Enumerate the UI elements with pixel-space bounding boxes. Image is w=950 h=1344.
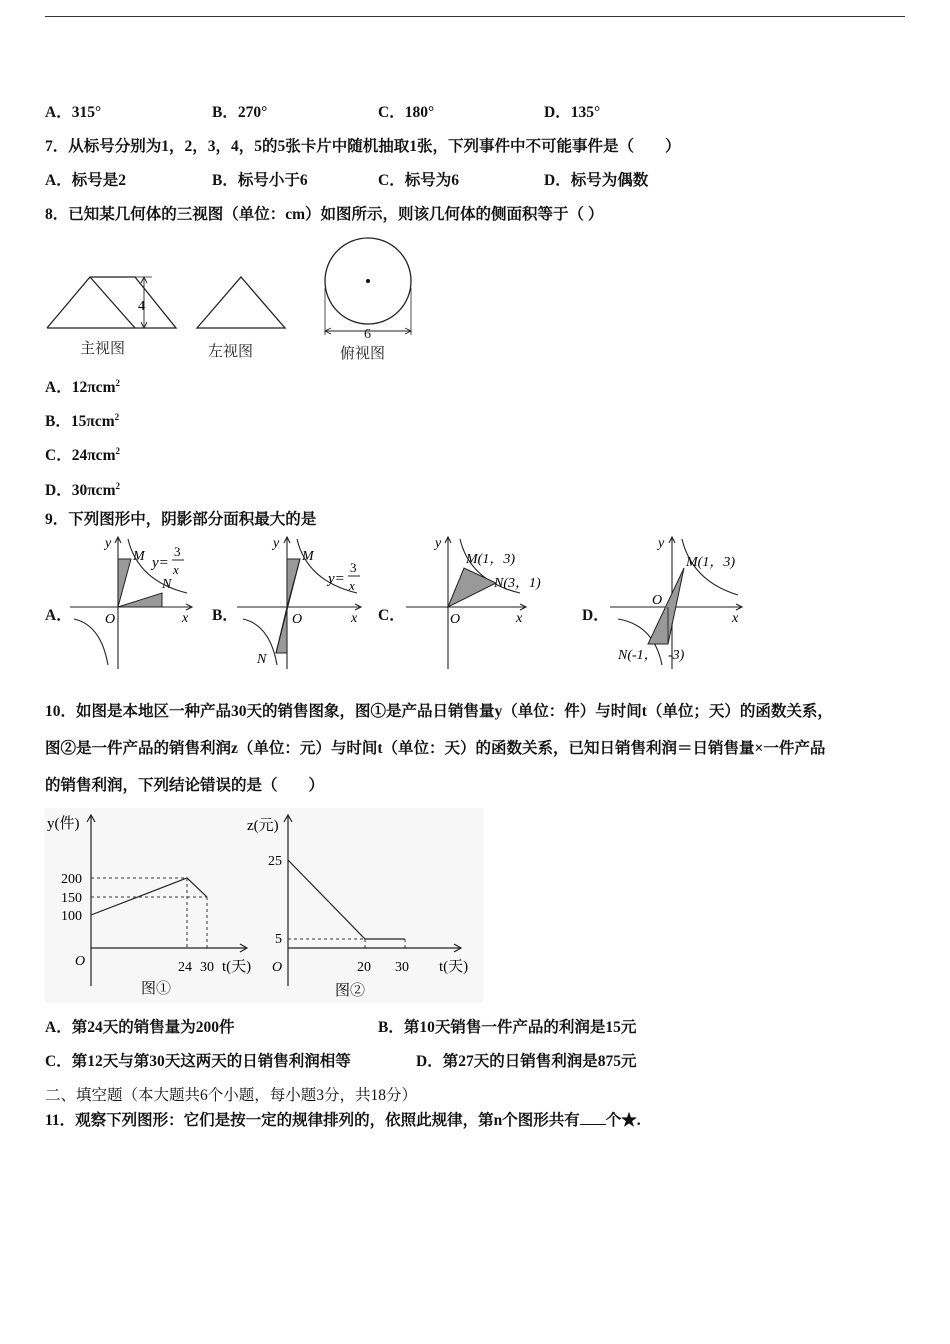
y-axis-label: y <box>658 536 665 551</box>
function-denominator: x <box>349 578 355 593</box>
q8-option-b-text: B．15πcm <box>45 413 115 431</box>
x-axis-label: x <box>732 611 739 626</box>
function-lhs: y= <box>152 555 169 571</box>
q9-stem: 9．下列图形中，阴影部分面积最大的是 <box>45 511 317 528</box>
q10-option-b: B．第10天销售一件产品的利润是15元 <box>378 1019 637 1036</box>
point-m-label: M <box>302 549 314 564</box>
q6-option-b: B．270° <box>212 104 268 121</box>
function-lhs: y= <box>328 571 345 587</box>
q11-stem-a: 11．观察下列图形：它们是按一定的规律排列的，依照此规律，第n个图形共有 <box>45 1112 580 1129</box>
graph1-origin: O <box>75 954 86 969</box>
q8-option-d-text: D．30πcm <box>45 482 116 500</box>
origin-label: O <box>450 612 461 627</box>
q10-option-c: C．第12天与第30天这两天的日销售利润相等 <box>45 1053 351 1070</box>
hyperbola-q3 <box>74 619 108 665</box>
graph1-y-label: y(件) <box>47 816 80 832</box>
section2-title: 二、填空题（本大题共6个小题，每小题3分，共18分） <box>45 1087 418 1104</box>
function-numerator: 3 <box>350 560 357 575</box>
q9-graph-d <box>606 533 756 673</box>
q8-option-a <box>45 373 120 398</box>
left-view-shape <box>197 277 285 328</box>
shaded-triangle-2 <box>118 593 162 607</box>
q7-option-c: C．标号为6 <box>378 172 459 189</box>
graph2-caption: 图② <box>335 983 366 999</box>
q8-option-c-text: C．24πcm <box>45 447 116 465</box>
q11-stem-b: 个★. <box>605 1112 641 1129</box>
point-m-label: M <box>133 549 145 564</box>
q9-graph-b <box>235 533 365 673</box>
q10-option-a: A．第24天的销售量为200件 <box>45 1019 235 1036</box>
header-rule <box>45 16 905 17</box>
top-view-label: 俯视图 <box>340 344 386 362</box>
y-axis-label: y <box>273 536 280 551</box>
graph1-xtick-30: 30 <box>200 960 214 975</box>
q11-answer-blank <box>580 1110 606 1125</box>
point-m-label: M(1，3) <box>466 552 515 567</box>
q10-option-d: D．第27天的日销售利润是875元 <box>416 1053 637 1070</box>
point-n-label-tail: -3) <box>668 648 685 663</box>
q8-option-c-sup: 2 <box>115 446 120 456</box>
shaded-triangle <box>448 568 496 607</box>
origin-label: O <box>105 612 116 627</box>
y-axis-label: y <box>105 536 112 551</box>
x-axis-label: x <box>516 611 523 626</box>
q9-option-c-letter: C． <box>378 607 405 624</box>
q9-option-a-letter: A． <box>45 607 72 624</box>
point-m-label: M(1，3) <box>686 555 735 570</box>
q8-stem: 8．已知某几何体的三视图（单位：cm）如图所示，则该几何体的侧面积等于（ ） <box>45 206 604 223</box>
origin-label: O <box>292 612 303 627</box>
q9-graph-c <box>402 533 552 673</box>
x-axis-label: x <box>182 611 189 626</box>
q10-graph-2 <box>247 808 483 1003</box>
graph1-ytick-200: 200 <box>61 872 82 887</box>
graph1-xtick-24: 24 <box>178 960 192 975</box>
q10-stem-line3: 的销售利润，下列结论错误的是（ ） <box>45 777 325 794</box>
graph1-ytick-100: 100 <box>61 909 82 924</box>
origin-label: O <box>652 593 663 608</box>
q7-option-d: D．标号为偶数 <box>544 172 649 189</box>
graph2-y-label: z(元) <box>247 818 279 834</box>
graph2-x-label: t(天) <box>439 959 469 975</box>
point-n-label: N <box>162 577 172 592</box>
left-view-label: 左视图 <box>208 342 254 360</box>
q9-option-d-letter: D． <box>582 607 609 624</box>
q10-graph-1 <box>45 808 265 1003</box>
q10-stem-line2: 图②是一件产品的销售利润z（单位：元）与时间t（单位：天）的函数关系，已知日销售利润＝日销售量×一件产品 <box>45 740 826 757</box>
front-view-edge <box>90 277 135 328</box>
graph1-ytick-150: 150 <box>61 891 82 906</box>
graph2-ytick-25: 25 <box>268 854 282 869</box>
q8-option-a-sup: 2 <box>115 378 120 388</box>
width-label: 6 <box>364 327 371 342</box>
function-denominator: x <box>173 562 179 577</box>
front-view-shape <box>47 277 176 328</box>
q7-stem: 7．从标号分别为1，2，3，4，5的5张卡片中随机抽取1张，下列事件中不可能事件是（ ） <box>45 138 681 155</box>
q6-option-a: A．315° <box>45 104 102 121</box>
graph2-xtick-20: 20 <box>357 960 371 975</box>
q8-option-c <box>45 441 120 466</box>
graph2-origin: O <box>272 960 283 975</box>
front-view-label: 主视图 <box>80 339 126 357</box>
q10-stem-line1: 10．如图是本地区一种产品30天的销售图象，图①是产品日销售量y（单位：件）与时间t（单位；天）的函数关系， <box>45 703 833 720</box>
q9-option-b-letter: B． <box>212 607 238 624</box>
q8-option-a-text: A．12πcm <box>45 379 116 397</box>
shaded-triangle-1 <box>118 559 131 607</box>
q8-option-d-sup: 2 <box>115 481 120 491</box>
graph1-caption: 图① <box>141 981 172 997</box>
q11-stem <box>45 1110 641 1131</box>
q7-option-b: B．标号小于6 <box>212 172 308 189</box>
center-dot <box>366 279 370 283</box>
graph1-x-label: t(天) <box>222 959 252 975</box>
q9-graph-a <box>68 533 196 673</box>
point-n-label: N(3，1) <box>494 576 541 591</box>
q6-option-c: C．180° <box>378 104 435 121</box>
point-n-label: N(-1， <box>618 648 658 663</box>
q8-option-b-sup: 2 <box>114 412 120 422</box>
y-axis-label: y <box>435 536 442 551</box>
q7-option-a: A．标号是2 <box>45 172 126 189</box>
q8-option-b <box>45 407 119 432</box>
x-axis-label: x <box>351 611 358 626</box>
graph2-xtick-30: 30 <box>395 960 409 975</box>
point-n-label: N <box>257 652 267 667</box>
q6-option-d: D．135° <box>544 104 601 121</box>
q8-option-d <box>45 476 120 501</box>
function-numerator: 3 <box>174 544 181 559</box>
height-label: 4 <box>138 299 145 314</box>
graph2-ytick-5: 5 <box>275 932 282 947</box>
